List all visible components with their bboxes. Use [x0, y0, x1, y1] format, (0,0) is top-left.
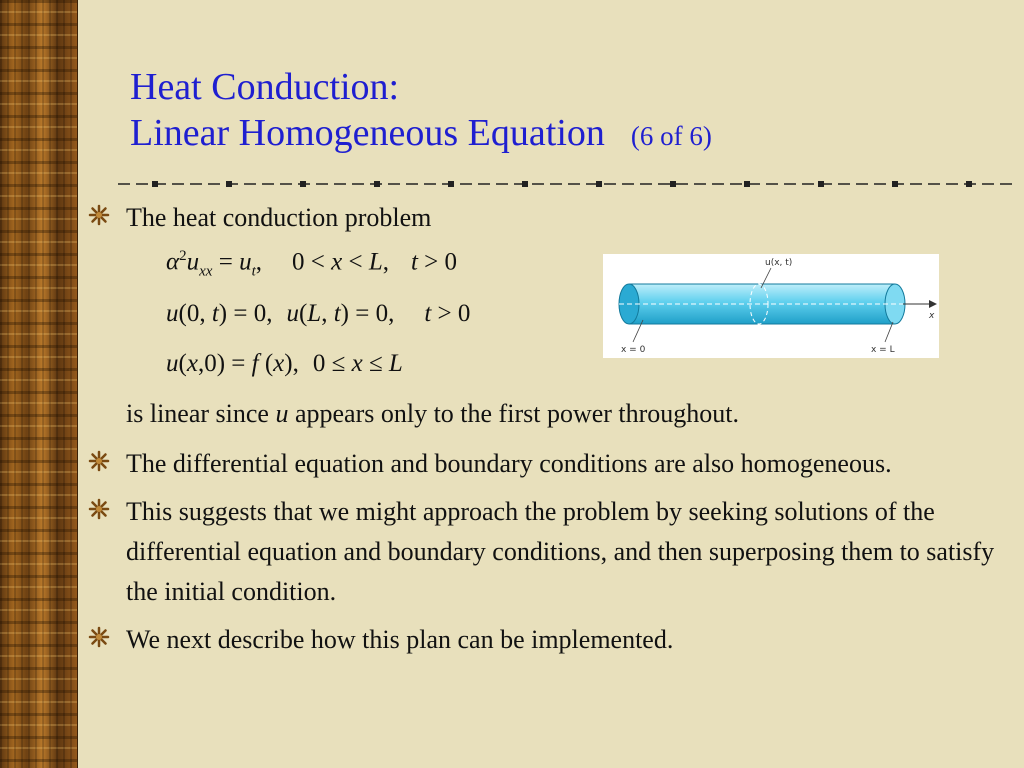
eq-symbol: u: [239, 248, 252, 276]
eq-symbol: L: [368, 248, 383, 276]
eq-symbol: (: [298, 300, 308, 327]
bullet-text: The heat conduction problem: [126, 203, 432, 232]
bullet-star-icon: [88, 498, 110, 520]
eq-symbol: t: [424, 300, 432, 327]
eq-symbol: L: [307, 300, 322, 327]
eq-symbol: t: [211, 300, 219, 327]
eq-symbol: 0 <: [291, 248, 332, 276]
label-x-L: x = L: [871, 345, 895, 355]
eq-symbol: ≤: [362, 350, 389, 377]
bullet-star-icon: [88, 626, 110, 648]
label-x-zero: x = 0: [621, 345, 646, 355]
eq-symbol: ,0) =: [197, 350, 252, 377]
eq-symbol: t: [251, 263, 256, 280]
rod-figure: [603, 254, 939, 358]
bullet-star-icon: [88, 450, 110, 472]
rod-diagram: [603, 254, 939, 358]
eq-symbol: ) = 0,: [340, 300, 395, 327]
bullet-star-icon: [88, 204, 110, 226]
eq-symbol: u: [286, 300, 299, 327]
eq-symbol: ,: [255, 248, 262, 276]
eq-symbol: ) = 0,: [218, 300, 273, 327]
eq-symbol: 2: [179, 248, 187, 264]
eq-symbol: x: [331, 248, 343, 276]
bullet-item: [88, 492, 1008, 612]
statement-var: u: [275, 399, 289, 428]
bullet-text: This suggests that we might approach the problem by seeking solutions of the differential equation and boundary conditions, and then superposing them to satisfy the initial condition.: [126, 497, 995, 606]
equation-initial: [166, 350, 403, 378]
eq-symbol: > 0: [431, 300, 471, 327]
title-line-2: Linear Homogeneous Equation: [130, 112, 605, 154]
eq-symbol: x: [351, 350, 363, 377]
eq-symbol: u: [166, 300, 179, 327]
axis-arrow-icon: [929, 300, 937, 308]
eq-symbol: u: [166, 350, 179, 377]
eq-symbol: =: [212, 248, 240, 276]
label-u-x-t: u(x, t): [765, 258, 793, 268]
eq-symbol: (0,: [178, 300, 212, 327]
eq-symbol: α: [166, 248, 180, 276]
eq-symbol: ,: [382, 248, 389, 276]
equation-boundary: [166, 300, 470, 328]
eq-symbol: ,: [321, 300, 334, 327]
title-line-1: Heat Conduction:: [130, 66, 400, 108]
bullet-item: [88, 620, 1008, 660]
eq-symbol: (: [258, 350, 274, 377]
statement-part: appears only to the first power throughout.: [288, 399, 740, 428]
eq-symbol: (: [178, 350, 187, 377]
eq-symbol: x: [273, 350, 285, 377]
slide-title: [130, 64, 712, 159]
eq-symbol: L: [388, 350, 403, 377]
dashed-divider: [118, 176, 1018, 192]
eq-symbol: 0 ≤: [312, 350, 352, 377]
decorative-wood-strip: [0, 0, 78, 768]
bullet-text: The differential equation and boundary conditions are also homogeneous.: [126, 449, 892, 478]
eq-symbol: t: [333, 300, 341, 327]
eq-symbol: t: [410, 248, 418, 276]
eq-symbol: x: [186, 350, 198, 377]
eq-symbol: f: [251, 350, 259, 377]
bullet-item: [88, 444, 1008, 484]
eq-symbol: xx: [199, 263, 213, 280]
eq-symbol: <: [342, 248, 369, 276]
title-page-count: (6 of 6): [630, 121, 712, 151]
statement-part: is linear since: [126, 399, 276, 428]
bullet-text: We next describe how this plan can be implemented.: [126, 625, 674, 654]
eq-symbol: ),: [284, 350, 299, 377]
label-axis-x: x: [929, 311, 935, 321]
eq-symbol: > 0: [417, 248, 458, 276]
equation-pde: [166, 248, 457, 280]
eq-symbol: u: [186, 248, 200, 276]
bullet-item: [88, 198, 1008, 238]
linearity-statement: [88, 394, 1008, 434]
